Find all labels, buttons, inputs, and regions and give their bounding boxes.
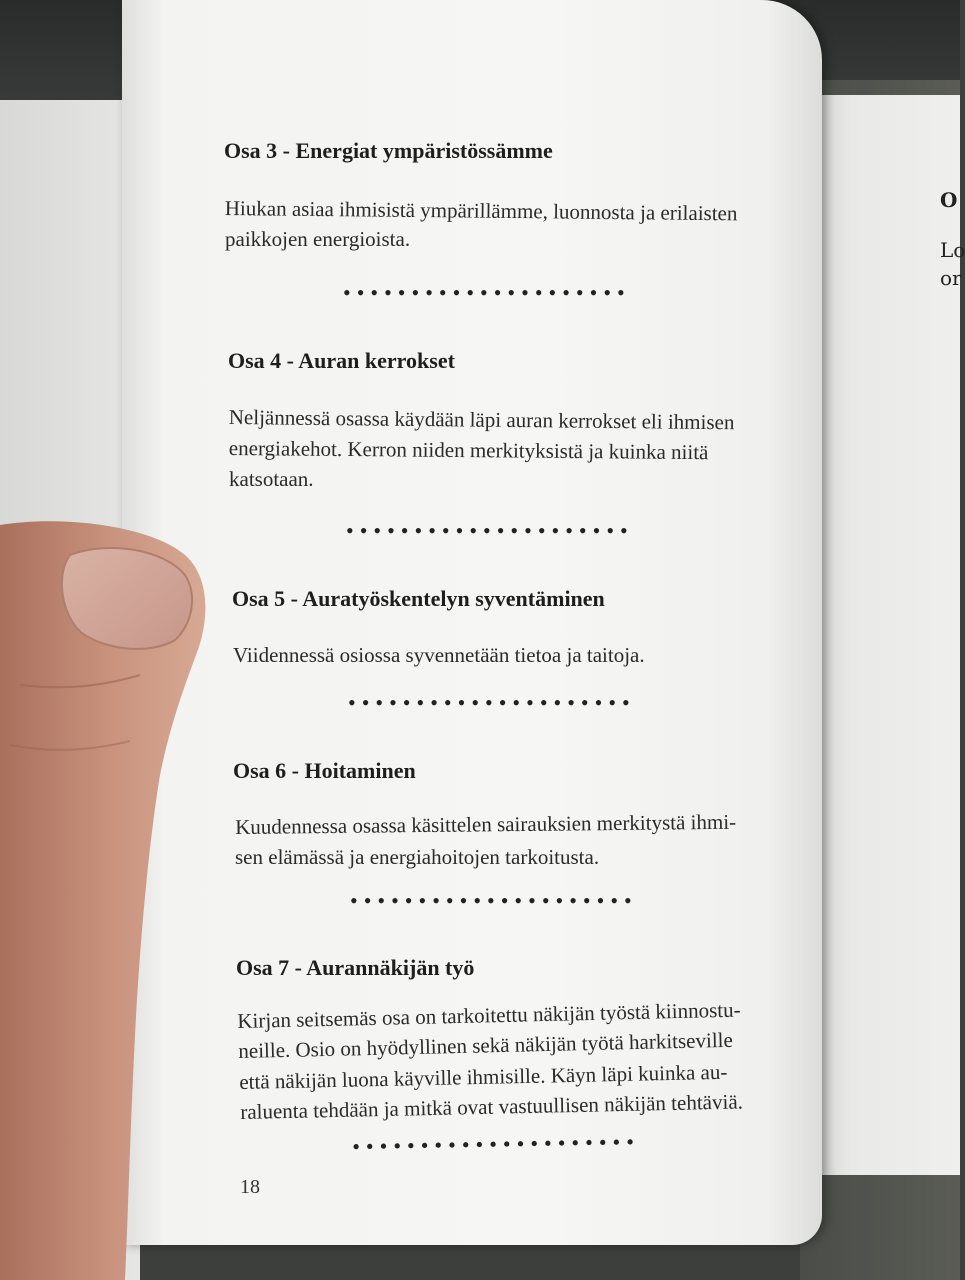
section-text-line: Kuudennessa osassa käsittelen sairauksien merkitystä ihmi-	[235, 809, 737, 839]
section-text-line: energiakehot. Kerron niiden merkityksistä ja kuinka niitä	[228, 435, 709, 465]
section-separator: •••••••••••••••••••••	[343, 280, 631, 305]
section-separator: •••••••••••••••••••••	[346, 518, 634, 543]
section-text-line: että näkijän luona käyville ihmisille. Käyn läpi kuinka au-	[239, 1059, 728, 1094]
section-text-line: Hiukan asiaa ihmisistä ympärillämme, luonnosta ja erilaisten	[224, 195, 738, 226]
section-separator: •••••••••••••••••••••	[350, 888, 638, 913]
section-heading-osa-3: Osa 3 - Energiat ympäristössämme	[224, 138, 553, 163]
section-separator: •••••••••••••••••••••	[352, 1128, 641, 1159]
section-text-line: Neljännessä osassa käydään läpi auran kerrokset eli ihmisen	[228, 404, 735, 435]
section-text-line: Kirjan seitsemäs osa on tarkoitettu näkijän työstä kiinnostu-	[237, 997, 741, 1033]
next-page-fragment-line: Lo	[940, 238, 965, 262]
section-text-line: katsotaan.	[229, 467, 314, 491]
section-text-line: raluenta tehdään ja mitkä ovat vastuullisen näkijän tehtäviä.	[240, 1089, 744, 1124]
section-heading-osa-7: Osa 7 - Aurannäkijän työ	[236, 955, 475, 980]
section-heading-osa-6: Osa 6 - Hoitaminen	[233, 758, 416, 783]
next-page-fragment-heading: O	[940, 188, 958, 212]
section-text-line: paikkojen energioista.	[225, 227, 411, 251]
section-heading-osa-4: Osa 4 - Auran kerrokset	[228, 348, 455, 373]
next-page-fragment-line: or	[940, 266, 962, 290]
section-heading-osa-5: Osa 5 - Auratyöskentelyn syventäminen	[232, 586, 605, 611]
section-text-line: neille. Osio on hyödyllinen sekä näkijän työtä harkitseville	[238, 1027, 734, 1063]
page-number: 18	[240, 1176, 260, 1198]
thumb-image	[0, 515, 215, 1280]
section-separator: •••••••••••••••••••••	[348, 690, 636, 715]
section-text-line: Viidennessä osiossa syvennetään tietoa ja taitoja.	[233, 643, 645, 667]
section-text-line: sen elämässä ja energiahoitojen tarkoitusta.	[235, 845, 600, 869]
next-page	[805, 95, 960, 1175]
